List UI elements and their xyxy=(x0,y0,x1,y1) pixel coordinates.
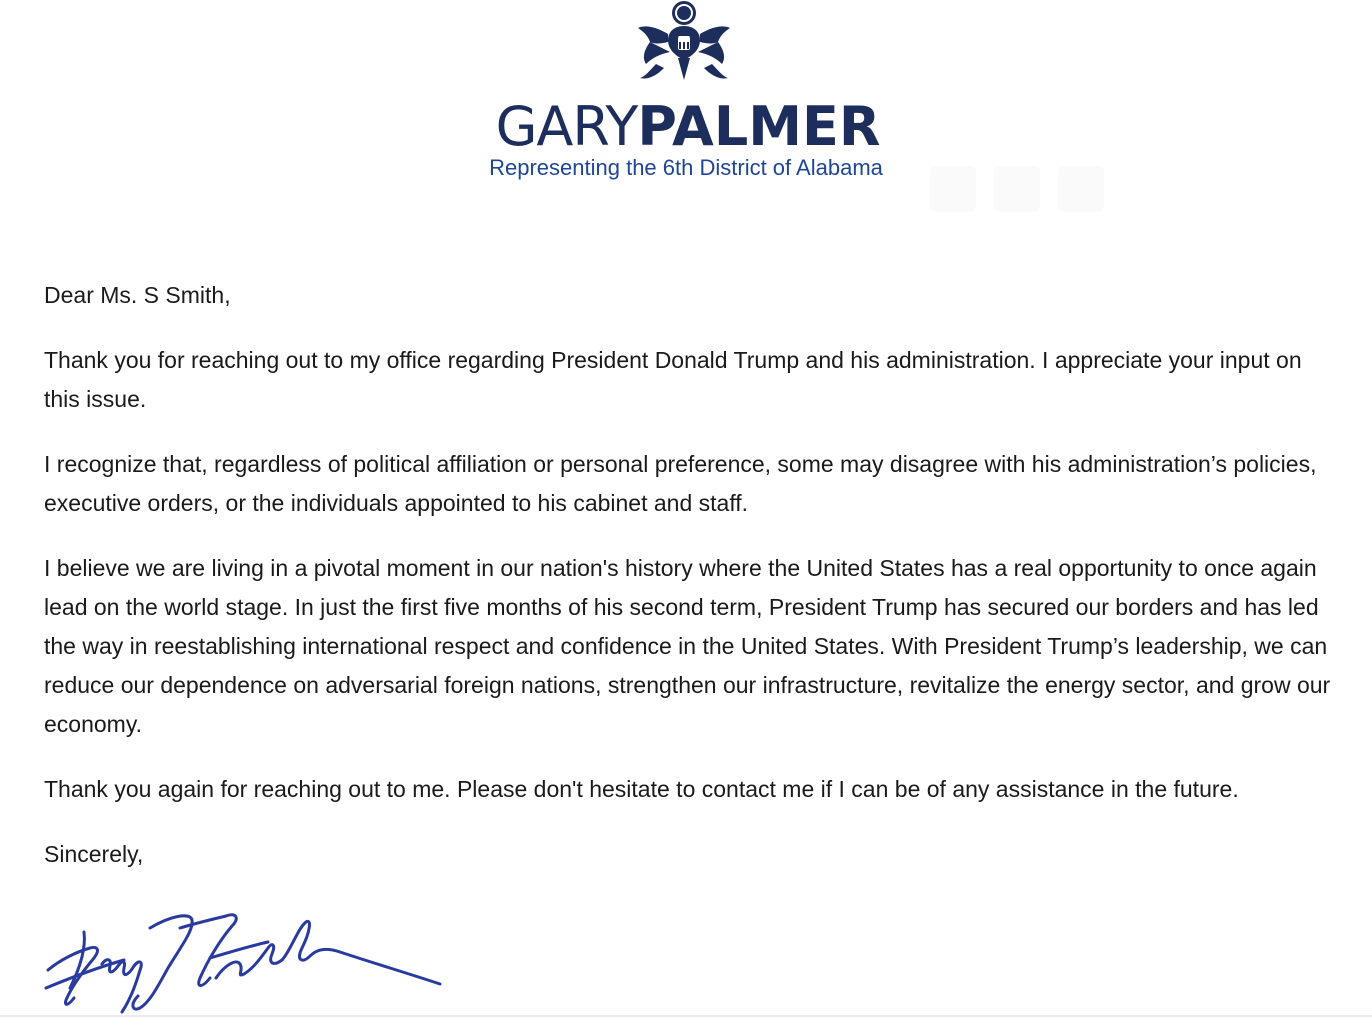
brand-name xyxy=(478,96,898,158)
letter-paragraph: Thank you for reaching out to my office regarding President Donald Trump and his administration. I appreciate your input on this issue. xyxy=(44,347,1302,412)
page-divider xyxy=(0,1015,1372,1017)
faint-placeholder-icon xyxy=(1058,166,1104,212)
eagle-seal-icon xyxy=(634,0,734,84)
letter-closing: Sincerely, xyxy=(44,841,144,867)
brand-tagline: Representing the 6th District of Alabama xyxy=(489,155,883,180)
letter-paragraph: I recognize that, regardless of political affiliation or personal preference, some may disagree with his administration’s policies, executive orders, or the individuals appointed to his cabinet and staff. xyxy=(44,451,1317,516)
faint-placeholder-icon xyxy=(930,166,976,212)
letter-salutation: Dear Ms. S Smith, xyxy=(44,282,231,308)
faint-icon-row xyxy=(930,166,1110,214)
letter-paragraph: Thank you again for reaching out to me. Please don't hesitate to contact me if I can be of any assistance in the future. xyxy=(44,776,1239,802)
brand-last-name: PALMER xyxy=(637,95,881,158)
letter-paragraph: I believe we are living in a pivotal moment in our nation's history where the United States has a real opportunity to once again lead on the world stage. In just the first five months of his second term, President Trump has secured our borders and has led the way in reestablishing international respect and confidence in the United States. With President Trump’s leadership, we can reduce our dependence on adversarial foreign nations, strengthen our infrastructure, revitalize the energy sector, and grow our economy. xyxy=(44,555,1331,737)
brand-first-name: GARY xyxy=(495,95,638,158)
letter-body xyxy=(44,276,1334,878)
letterhead xyxy=(0,0,1372,230)
handwritten-signature xyxy=(40,908,450,1016)
faint-placeholder-icon xyxy=(994,166,1040,212)
